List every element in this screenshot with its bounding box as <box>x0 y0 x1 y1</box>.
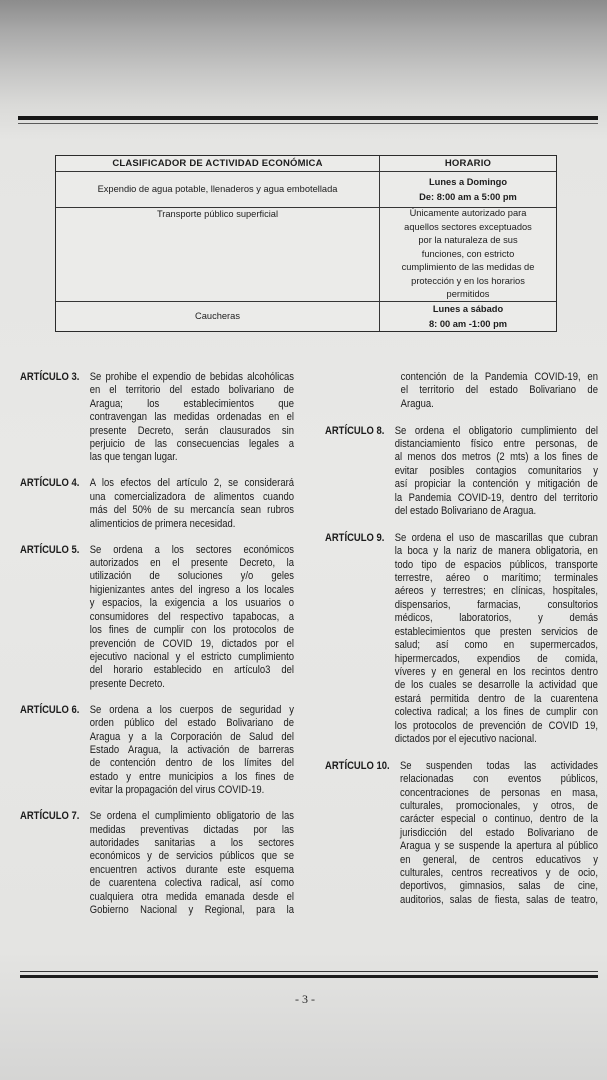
article-line: los fines de cumplir con los protocolos de <box>89 624 294 637</box>
article-line: auditorios, salas de fiesta, salas de teatro, <box>399 893 598 906</box>
article-line: cualquiera otra medida emanada desde el <box>89 890 294 903</box>
article-line: en el territorio del estado bolivariano de <box>89 384 294 397</box>
article-line: establecimientos que presten servicios de <box>394 625 598 638</box>
article-line: Se ordena el cumplimiento obligatorio de las <box>89 810 294 823</box>
article-line: alimenticios de primera necesidad. <box>89 517 236 530</box>
article-line: evitar posibles contagios comunitarios y <box>394 464 598 477</box>
footer-rule-thick <box>20 975 598 978</box>
article-line: Se suspenden todas las actividades <box>399 759 598 772</box>
article-line: económicos y de servicios públicos que se <box>89 850 294 863</box>
article-line: víveres y en general en los recintos dentro <box>394 665 598 678</box>
article-line: culturales, promocionales, y otros, de <box>399 799 598 812</box>
footer-rule-thin <box>20 971 598 972</box>
article-line: al menos dos metros (2 mts) a los fines de <box>394 451 598 464</box>
article-label: ARTÍCULO 5. <box>20 543 80 556</box>
article-label: ARTÍCULO 6. <box>20 703 80 716</box>
article-line: perjuicio de las consecuencias legales a <box>89 438 294 451</box>
article-line: más del 50% de su mercancía sean rubros <box>89 504 294 517</box>
article-line: el territorio del estado Bolivariano de <box>400 384 598 397</box>
article-line: dispensarios, farmacias, consultorios <box>394 598 598 611</box>
article-line: dictados por el ejecutivo nacional. <box>394 732 537 745</box>
article-line: Aragua y se suspende la apertura al público <box>399 840 598 853</box>
article-line: jurisdicción del estado Bolivariano de <box>399 826 598 839</box>
activity-name: Expendio de agua potable, llenaderos y agua embotellada <box>97 183 338 194</box>
schedule-line: Únicamente autorizado para <box>409 208 527 218</box>
article-line: carácter especial o continuo, dentro de la <box>399 813 598 826</box>
article-5 <box>20 544 294 691</box>
article-line: contención de la Pandemia COVID-19, en <box>400 371 598 383</box>
article-line: evitar la propagación del virus COVID-19. <box>89 784 265 797</box>
article-label: ARTÍCULO 9. <box>325 531 385 544</box>
article-10 <box>325 760 598 907</box>
article-label: ARTÍCULO 4. <box>20 477 80 490</box>
article-line: culturales, centros recreativos y de ocio, <box>399 866 598 879</box>
article-text <box>395 532 598 747</box>
article-9 <box>325 532 598 747</box>
articles-left-column <box>20 371 294 930</box>
table-header-schedule-label: HORARIO <box>444 158 492 169</box>
activity-name: Transporte público superficial <box>156 209 279 219</box>
article-text <box>90 477 294 531</box>
article-text <box>90 544 294 691</box>
page-number: - 3 - <box>295 992 315 1006</box>
schedule-line: Lunes a Domingo <box>429 177 507 187</box>
article-line: Se ordena a los cuerpos de seguridad y <box>89 703 294 716</box>
article-label: ARTÍCULO 7. <box>20 810 80 823</box>
article-line: hipermercados, expendios de comida, <box>394 652 598 665</box>
article-3 <box>20 371 294 465</box>
schedule-line: permitidos <box>446 289 490 300</box>
article-line: concentraciones de personas en masa, <box>399 786 598 799</box>
article-line: del estado Bolivariano de Aragua. <box>394 505 537 518</box>
article-line: deportivos, gimnasios, salas de cine, <box>399 880 598 893</box>
table-header-activity <box>56 156 380 172</box>
article-line: Se ordena el uso de mascarillas que cubran <box>394 531 598 544</box>
article-line: terrestre, aéreo o marítimo; terminales <box>394 572 598 585</box>
article-line: Se prohibe el expendio de bebidas alcohólicas <box>89 371 294 383</box>
table-header-schedule <box>380 156 556 172</box>
table-row-activity <box>56 302 380 331</box>
article-line: colectiva radical; a los fines de cumplir con <box>394 706 598 719</box>
article-line: estará permitida dentro de la cuarentena <box>394 692 598 705</box>
article-line: todo tipo de espacios públicos, transporte <box>394 558 598 571</box>
table-row-schedule <box>380 172 556 208</box>
articles-right-column <box>325 371 598 921</box>
article-line: utilización de soluciones y/o geles <box>89 570 294 583</box>
article-line: una comercializadora de alimentos cuando <box>89 490 294 503</box>
article-line: Aragua y a la Corporación de Salud del <box>89 730 294 743</box>
article-line: estado y entre municipios a los fines de <box>89 770 294 783</box>
article-line: Estado Aragua, la activación de barreras <box>89 743 294 756</box>
article-line: y espacios, la exigencia a los usuarios o <box>89 597 294 610</box>
article-line: Aragua; los establecimientos que <box>89 397 294 410</box>
article-7 <box>20 810 294 917</box>
schedule-line: protección y en los horarios <box>411 275 525 286</box>
article-text <box>400 760 598 907</box>
article-text <box>395 425 598 519</box>
schedule-line: cumplimiento de las medidas de <box>401 262 535 273</box>
table-row-schedule <box>380 208 556 302</box>
article-line: higienizantes antes del ingreso a los locales <box>89 583 294 596</box>
article-line: autorizados en el presente Decreto, la <box>89 557 294 570</box>
article-6 <box>20 704 294 798</box>
article-line: medidas preventivas dictadas por las <box>89 823 294 836</box>
article-line: relacionadas con eventos públicos, <box>399 773 598 786</box>
article-line: los protocolos de prevención de COVID 19, <box>394 719 598 732</box>
article-line: distanciamiento físico entre personas, de <box>394 438 598 451</box>
article-line: de cuarentena colectiva radical, así como <box>89 877 294 890</box>
article-line: presente Decreto. <box>89 677 165 690</box>
article-text <box>90 704 294 798</box>
article-line: del horario establecido en artículo3 del <box>89 664 294 677</box>
table-row-activity <box>56 172 380 208</box>
article-4 <box>20 477 294 531</box>
schedule-line: 8: 00 am -1:00 pm <box>428 318 508 329</box>
article-label: ARTÍCULO 10. <box>325 759 390 772</box>
header-rule-thin <box>18 123 598 124</box>
article-line: médicos, laboratorios, y demás <box>394 612 598 625</box>
activity-schedule-table <box>55 155 557 332</box>
article-line: Se ordena el obligatorio cumplimiento del <box>394 424 598 437</box>
article-line: ejecutivo nacional y el estricto cumplimiento <box>89 650 294 663</box>
article-line: aéreos y terrestres; en clínicas, hospitales, <box>394 585 598 598</box>
article-line: consumidores del respectivo tapabocas, a <box>89 610 294 623</box>
article-line: de contención dentro de los límites del <box>89 757 294 770</box>
article-line: salud; así como en supermercados, <box>394 639 598 652</box>
table-row-schedule <box>380 302 556 331</box>
article-label: ARTÍCULO 8. <box>325 424 385 437</box>
table-header-activity-label: CLASIFICADOR DE ACTIVIDAD ECONÓMICA <box>112 158 323 169</box>
article-line: así propiciar la contención y mitigación de <box>394 478 598 491</box>
article-text <box>90 371 294 465</box>
article-line: A los efectos del artículo 2, se considerará <box>89 477 294 490</box>
article-line: Se ordena a los sectores económicos <box>89 543 294 556</box>
article-line: en general, de centros educativos y <box>399 853 598 866</box>
article-continuation <box>325 371 598 411</box>
article-line: las que tengan lugar. <box>89 451 178 464</box>
schedule-line: De: 8:00 am a 5:00 pm <box>419 191 517 202</box>
activity-name: Caucheras <box>195 310 240 321</box>
schedule-line: Lunes a sábado <box>432 304 504 314</box>
article-line: de los cuales se desarrolle la actividad que <box>394 679 598 692</box>
schedule-line: por la naturaleza de sus <box>418 235 518 246</box>
table-row-activity <box>56 208 380 302</box>
article-line: encuentren activos durante este esquema <box>89 863 294 876</box>
schedule-line: aquellos sectores exceptuados <box>404 221 532 232</box>
article-line: la boca y la nariz de manera obligatoria, en <box>394 545 598 558</box>
schedule-line: funciones, con estricto <box>421 248 515 259</box>
article-line: Gobierno Nacional y Regional, para la <box>89 904 294 916</box>
article-line: la Pandemia COVID-19, dentro del territorio <box>394 491 598 504</box>
article-line: prevención de COVID 19, dictados por el <box>89 637 294 650</box>
article-line: orden público del estado Bolivariano de <box>89 717 294 730</box>
article-line: presente Decreto, serán clausurados sin <box>89 424 294 437</box>
article-line: contravengan las medidas ordenadas en el <box>89 411 294 424</box>
article-line: autoridades sanitarias a los sectores <box>89 836 294 849</box>
article-text <box>401 371 598 411</box>
article-text <box>90 810 294 917</box>
article-8 <box>325 425 598 519</box>
article-label: ARTÍCULO 3. <box>20 371 80 383</box>
article-line: Aragua. <box>400 397 434 410</box>
header-rule-thick <box>18 116 598 120</box>
